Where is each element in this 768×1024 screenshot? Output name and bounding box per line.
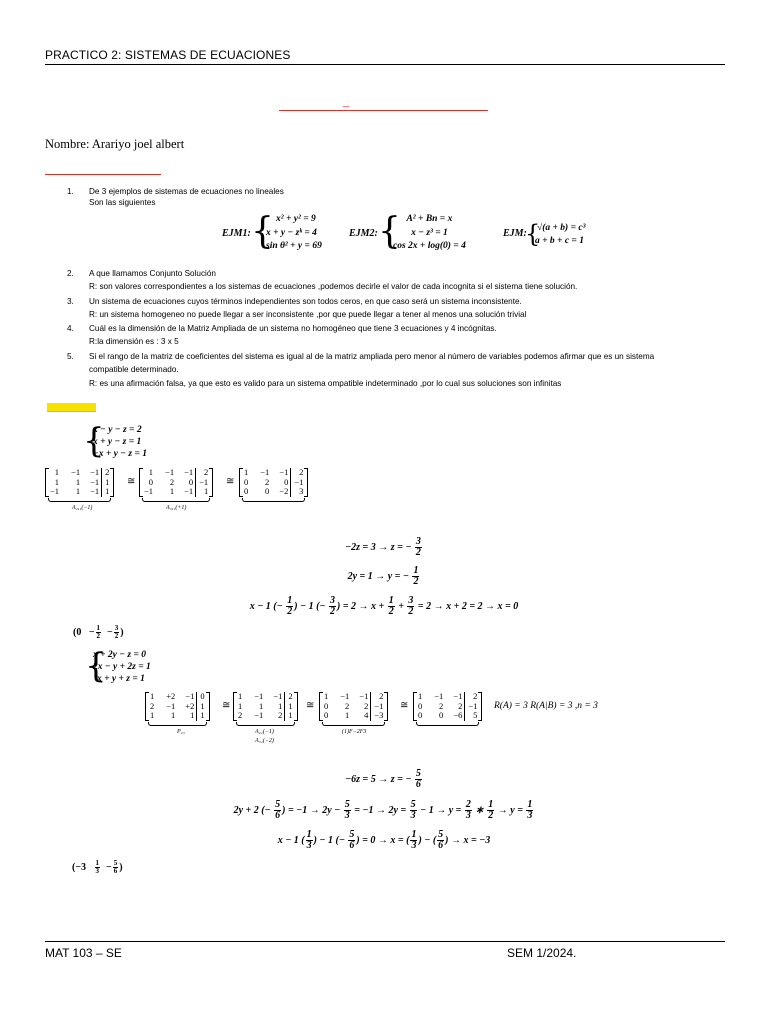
question-4: 4. Cuál es la dimensión de la Matriz Ampliada de un sistema no homogéneo que tiene 3 ecuaciones y 4 incógnitas. R:la dimensión es : 3 x 5 <box>67 324 497 346</box>
exercise2-matrix-4: 1 −1 −1 2 0 2 2 −1 0 0 −6 5 <box>416 692 479 721</box>
question-text: A que llamamos Conjunto Solución <box>89 269 216 278</box>
row-operation-label: (1)F−2F3 <box>342 729 367 735</box>
answer-text: R: un sistema homogeneo no puede llegar a ser inconsistente ,por que puede llegar a tener al menos una solución trivial <box>89 310 527 319</box>
equivalence-symbol: ≅ <box>222 700 231 711</box>
example-label: EJM2: <box>349 228 378 239</box>
question-text: Cuál es la dimensión de la Matriz Ampliada de un sistema no homogéneo que tiene 3 ecuaciones y 4 incógnitas. <box>89 324 497 333</box>
title-underscore: _ <box>343 96 350 108</box>
exercise2-solution-tuple: (−3 $\frac{1}{3}$ − $\frac{5}{6}$ ) <box>72 859 123 875</box>
exercise1-matrix-3: 1 −1 −1 2 0 2 0 −1 0 0 −2 3 <box>242 468 305 497</box>
example-system-2 <box>349 213 499 257</box>
equivalence-symbol: ≅ <box>226 476 235 487</box>
row-operation-label: A₂₁(−1) <box>255 729 274 735</box>
question-text: Un sistema de ecuaciones cuyos términos independientes son todos ceros, en que caso será un sistema inconsistente. <box>89 297 522 306</box>
row-operation-label: P₂₃ <box>177 729 185 735</box>
system-equations: x + 2y − z = 0 2x − y + 2z = 1 x + y + z = 1 <box>93 650 151 684</box>
student-name: Nombre: Arariyo joel albert <box>45 137 185 151</box>
row-operation-label: A₃,₁(+1) <box>166 505 187 511</box>
header-rule <box>45 64 725 65</box>
system-equations: A² + Bn = x x − z³ = 1 cos 2x + log(0) = 4 <box>393 214 466 251</box>
row-operation-label: A₂,₁(−1) <box>72 505 93 511</box>
answer-text: R: son valores correspondientes a los sistemas de ecuaciones ,podemos decirle el valor de cada incognita si el sistema tiene solución. <box>89 282 578 291</box>
left-brace: { <box>525 220 541 248</box>
title-red-underline <box>279 110 488 111</box>
example-label: EJM: <box>503 228 527 239</box>
example-label: EJM1: <box>222 228 251 239</box>
question-number: 1. <box>67 187 74 196</box>
example-system-3 <box>503 222 603 252</box>
footer-semester: SEM 1/2024. <box>507 946 577 960</box>
question-2: 2. A que llamamos Conjunto Solución R: son valores correspondientes a los sistemas de ecuaciones ,podemos decirle el valor de cada incognita si el sistema tiene solución. <box>67 269 578 291</box>
footer-course: MAT 103 – SE <box>45 946 122 960</box>
system-equations: x² + y² = 9 x + y − zᵏ = 4 sin θ² + y = 69 <box>266 214 322 251</box>
question-text: Si el rango de la matriz de coeficientes del sistema es igual al de la matriz ampliada pero menor al número de variables podemos afirmar que es un sistema <box>89 352 655 361</box>
exercise1-matrix-1: 1 −1 −1 2 1 1 −1 1 −1 1 −1 1 <box>48 468 111 497</box>
exercise1-step-y: 2y = 1 → y = − $\frac{1}{2}$ <box>347 565 419 587</box>
exercise2-step-y: 2y + 2 (− $\frac{5}{6}$ ) = −1 → 2y − $\frac{5}{3}$ = −1 → 2y = $\frac{5}{3}$ − 1 → y = $\frac{2}{3}$ ∗ $\frac{1}{2}$ → y = $\frac{1}{3}$ <box>233 799 533 821</box>
question-1 <box>67 187 747 207</box>
footer-rule <box>45 941 725 942</box>
system-equations: √(a + b) = c³ a + b + c = 1 <box>535 223 586 246</box>
equivalence-symbol: ≅ <box>306 700 315 711</box>
system-equations: x − y − z = 2 x + y − z = 1 −x + y − z = 1 <box>93 425 148 459</box>
exercise2-matrix-3: 1 −1 −1 2 0 2 2 −1 0 1 4 −3 <box>322 692 385 721</box>
exercise1-step-z: −2z = 3 → z = − $\frac{3}{2}$ <box>345 536 421 558</box>
left-brace: { <box>378 211 401 252</box>
question-5: 5. Si el rango de la matriz de coeficientes del sistema es igual al de la matriz ampliada pero menor al número de variables podemos afirmar que es un sistema compatible determinado. R: es una afirmación falsa, ya que esto es valido para un sistema ompatible indeterminado ,por lo cual sus soluciones son infinitas <box>67 352 655 388</box>
question-3: 3. Un sistema de ecuaciones cuyos términos independientes son todos ceros, en que caso será un sistema inconsistente. R: un sistema homogeneo no puede llegar a ser inconsistente ,por que puede llegar a tener al menos una solución trivial <box>67 297 527 319</box>
rank-statement: R(A) = 3 R(A|B) = 3 ,n = 3 <box>494 701 598 711</box>
highlight-marker <box>47 403 96 412</box>
exercise2-matrix-2: 1 −1 −1 2 1 1 1 1 2 −1 2 1 <box>236 692 295 721</box>
row-operation-label: A₃₁(−2) <box>255 738 274 744</box>
answer-text: R: es una afirmación falsa, ya que esto es valido para un sistema ompatible indeterminado ,por lo cual sus soluciones son infinitas <box>89 379 562 388</box>
question-text-continued: compatible determinado. <box>89 365 179 374</box>
answer-text: R:la dimensión es : 3 x 5 <box>89 337 179 346</box>
exercise2-system <box>85 646 185 689</box>
exercise1-system <box>83 421 183 464</box>
exercise1-solution-tuple: (0 − $\frac{1}{2}$ − $\frac{3}{2}$ ) <box>73 624 124 640</box>
answer-text: Son las siguientes <box>89 198 156 207</box>
question-text: De 3 ejemplos de sistemas de ecuaciones no lineales <box>89 187 284 196</box>
exercise2-step-x: x − 1 ( $\frac{1}{3}$ ) − 1 (− $\frac{5}{6}$ ) = 0 → x = ( $\frac{1}{3}$ ) − ( $\frac{5}{6}$ ) → x = −3 <box>277 829 491 851</box>
left-brace: { <box>85 646 107 686</box>
equivalence-symbol: ≅ <box>400 700 409 711</box>
left-brace: { <box>251 211 274 252</box>
equivalence-symbol: ≅ <box>127 476 136 487</box>
page-header-title: PRACTICO 2: SISTEMAS DE ECUACIONES <box>45 48 291 62</box>
left-brace: { <box>83 421 105 461</box>
exercise1-step-x: x − 1 (− $\frac{1}{2}$ ) − 1 (− $\frac{3}{2}$ ) = 2 → x + $\frac{1}{2}$ + $\frac{3}{2}$ = 2 → x + 2 = 2 → x = 0 <box>249 595 519 617</box>
exercise2-matrix-1: 1 +2 −1 0 2 −1 +2 1 1 1 1 1 <box>148 692 207 721</box>
name-red-underline <box>45 174 161 175</box>
exercise2-step-z: −6z = 5 → z = − $\frac{5}{6}$ <box>345 768 421 790</box>
exercise1-matrix-2: 1 −1 −1 2 0 2 0 −1 −1 1 −1 1 <box>142 468 210 497</box>
